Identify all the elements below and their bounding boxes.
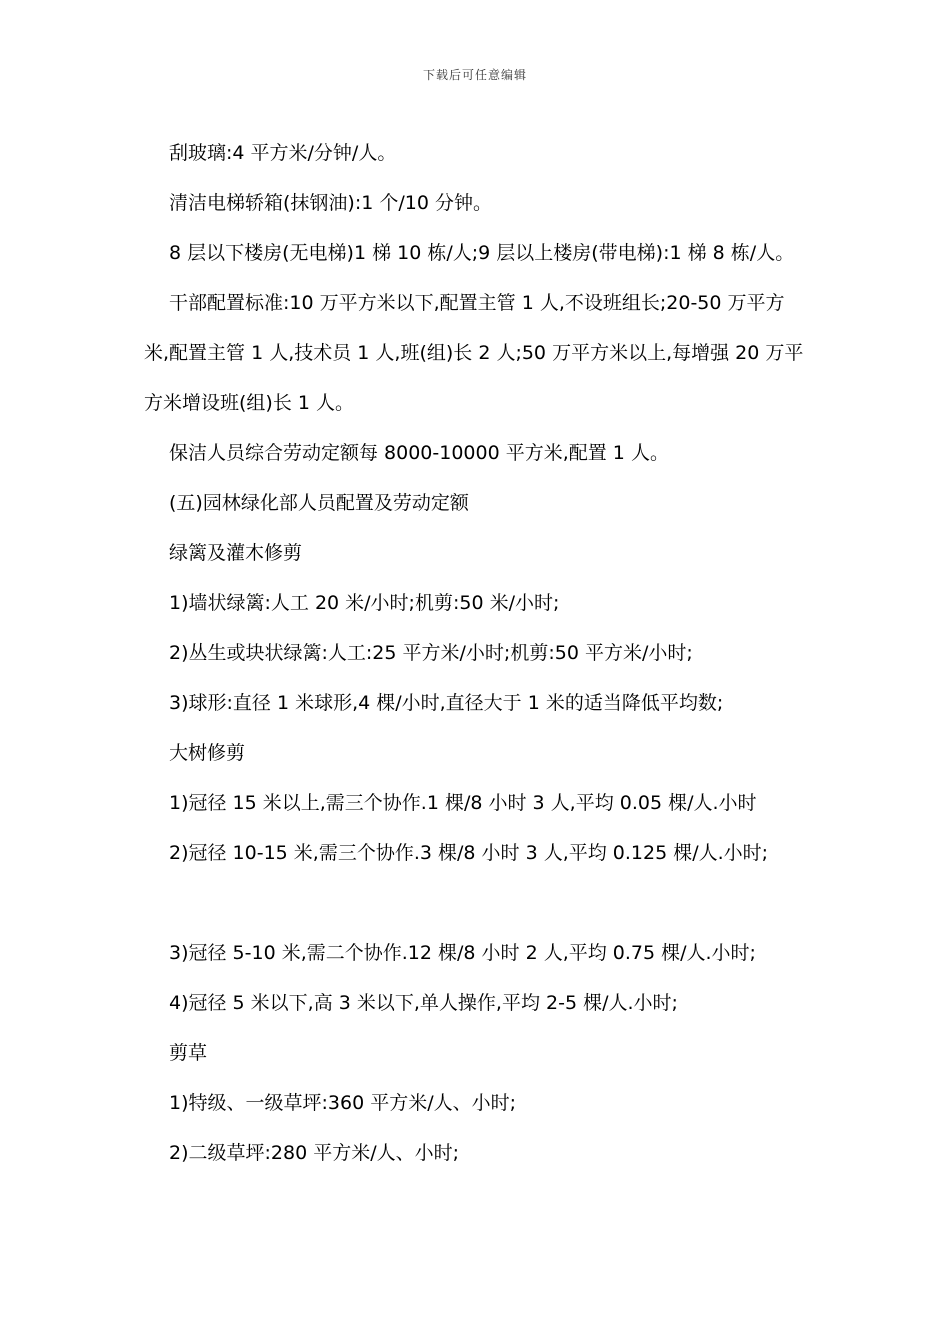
paragraph: 3)冠径 5-10 米,需二个协作.12 棵/8 小时 2 人,平均 0.75 棵/人.小时; xyxy=(169,942,756,964)
paragraph: 2)冠径 10-15 米,需三个协作.3 棵/8 小时 3 人,平均 0.125 棵/人.小时; xyxy=(169,842,769,864)
paragraph: 1)特级、一级草坪:360 平方米/人、小时; xyxy=(169,1092,517,1114)
paragraph: 刮玻璃:4 平方米/分钟/人。 xyxy=(169,142,397,164)
subheading: 绿篱及灌木修剪 xyxy=(169,542,303,564)
paragraph: 1)墙状绿篱:人工 20 米/小时;机剪:50 米/小时; xyxy=(169,592,560,614)
paragraph: 8 层以下楼房(无电梯)1 梯 10 栋/人;9 层以上楼房(带电梯):1 梯 8 栋/人。 xyxy=(169,242,795,264)
page-header: 下载后可任意编辑 xyxy=(422,68,527,82)
paragraph: 1)冠径 15 米以上,需三个协作.1 棵/8 小时 3 人,平均 0.05 棵/人.小时 xyxy=(169,792,757,814)
paragraph: 干部配置标准:10 万平方米以下,配置主管 1 人,不设班组长;20-50 万平方米,配置主管 1 人,技术员 1 人,班(组)长 2 人;50 万平方米以上,每增强 20 万平方米增设班(组)长 1 人。 xyxy=(144,292,804,414)
paragraph: 保洁人员综合劳动定额每 8000-10000 平方米,配置 1 人。 xyxy=(169,442,669,464)
paragraph: 4)冠径 5 米以下,高 3 米以下,单人操作,平均 2-5 棵/人.小时; xyxy=(169,992,678,1014)
document-body xyxy=(144,128,808,1178)
paragraph: 清洁电梯轿箱(抹钢油):1 个/10 分钟。 xyxy=(169,192,492,214)
paragraph: 2)二级草坪:280 平方米/人、小时; xyxy=(169,1142,460,1164)
subheading: 大树修剪 xyxy=(169,742,246,764)
paragraph: 3)球形:直径 1 米球形,4 棵/小时,直径大于 1 米的适当降低平均数; xyxy=(169,692,724,714)
paragraph: 2)丛生或块状绿篱:人工:25 平方米/小时;机剪:50 平方米/小时; xyxy=(169,642,693,664)
subheading: 剪草 xyxy=(169,1042,208,1064)
section-heading: (五)园林绿化部人员配置及劳动定额 xyxy=(169,492,469,514)
